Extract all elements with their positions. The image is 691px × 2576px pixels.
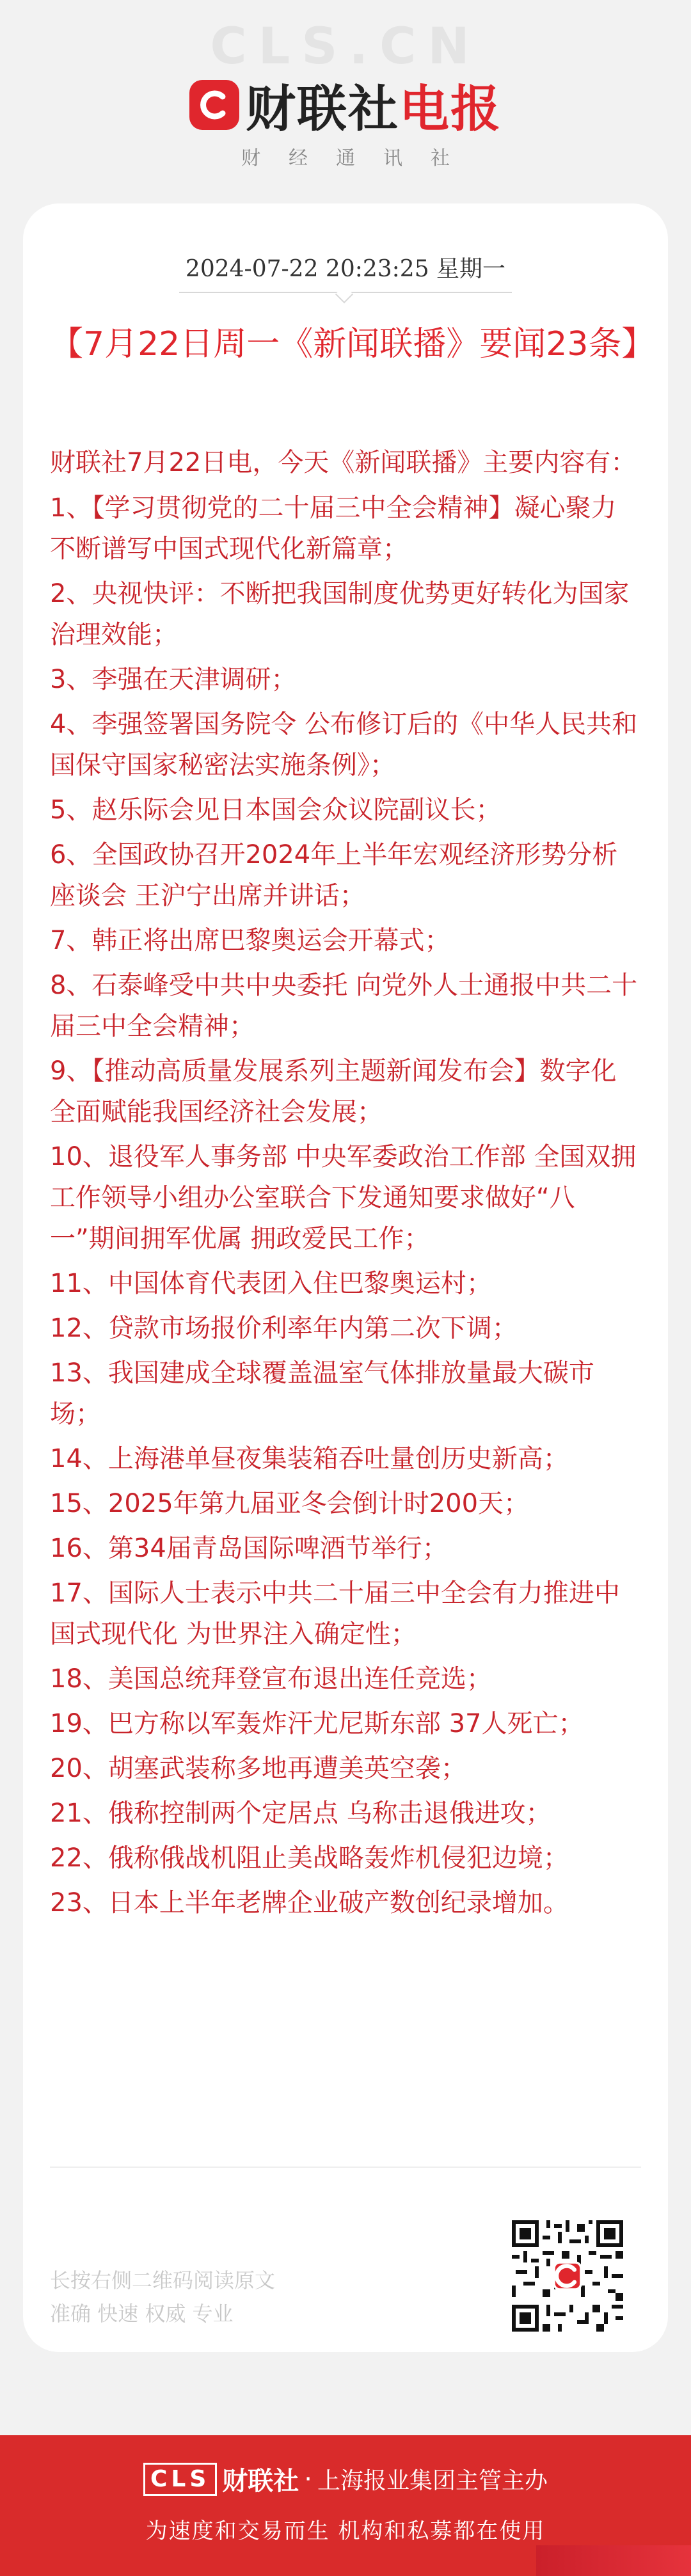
news-item: 22、俄称俄战机阻止美战略轰炸机侵犯边境； xyxy=(50,1843,569,1873)
banner-brand: 财联社 xyxy=(222,2467,299,2496)
qr-hint: 长按右侧二维码阅读原文 xyxy=(50,2268,276,2293)
brand-name xyxy=(246,69,502,141)
news-item: 20、胡塞武装称多地再遭美英空袭； xyxy=(50,1754,466,1783)
news-item: 5、赵乐际会见日本国会众议院副议长； xyxy=(50,795,502,825)
news-item: 4、李强签署国务院令 公布修订后的《中华人民共和国保守国家秘密法实施条例》； xyxy=(50,710,638,780)
footer-text xyxy=(50,2264,275,2330)
qr-code-icon[interactable] xyxy=(512,2220,623,2332)
banner-org: 上海报业集团主管主办 xyxy=(317,2468,548,2494)
corner-watermark xyxy=(536,2545,691,2576)
news-item: 6、全国政协召开2024年上半年宏观经济形势分析座谈会 王沪宁出席并讲话； xyxy=(50,840,618,910)
logo-badge-icon xyxy=(189,80,239,130)
news-item: 15、2025年第九届亚冬会倒计时200天； xyxy=(50,1489,530,1518)
news-item: 9、【推动高质量发展系列主题新闻发布会】数字化全面赋能我国经济社会发展； xyxy=(50,1056,617,1127)
news-item: 13、我国建成全球覆盖温室气体排放量最大碳市场； xyxy=(50,1358,594,1429)
watermark-text: CLS.CN xyxy=(210,18,481,76)
banner-dot: · xyxy=(304,2464,312,2494)
news-item: 18、美国总统拜登宣布退出连任竞选； xyxy=(50,1664,492,1694)
article-headline: 【7月22日周一《新闻联播》要闻23条】 xyxy=(50,325,655,363)
news-item: 10、退役军人事务部 中央军委政治工作部 全国双拥工作领导小组办公室联合下发通知要求做好“八一”期间拥军优属 拥政爱民工作； xyxy=(50,1142,637,1253)
footer-divider xyxy=(50,2167,641,2168)
brand-main: 财联社 xyxy=(245,81,399,138)
news-item: 23、日本上半年老牌企业破产数创纪录增加。 xyxy=(50,1888,569,1918)
cls-logo: CLS xyxy=(143,2463,217,2496)
brand-accent: 电报 xyxy=(399,81,502,138)
news-item: 14、上海港单昼夜集装箱吞吐量创历史新高； xyxy=(50,1444,569,1474)
news-item: 16、第34届青岛国际啤酒节举行； xyxy=(50,1534,448,1563)
news-item: 3、李强在天津调研； xyxy=(50,665,297,694)
article-body xyxy=(50,443,639,1927)
banner-brand-row xyxy=(0,2461,691,2497)
banner-tagline: 为速度和交易而生 机构和私募都在使用 xyxy=(145,2518,546,2544)
news-item: 12、贷款市场报价利率年内第二次下调； xyxy=(50,1314,518,1343)
article-intro: 财联社7月22日电，今天《新闻联播》主要内容有： xyxy=(50,448,637,477)
news-item: 7、韩正将出席巴黎奥运会开幕式； xyxy=(50,926,450,955)
news-item: 21、俄称控制两个定居点 乌称击退俄进攻； xyxy=(50,1799,552,1828)
news-item: 8、石泰峰受中共中央委托 向党外人士通报中共二十届三中全会精神； xyxy=(50,971,638,1041)
brand-subtitle: 财经通讯社 xyxy=(241,147,478,170)
news-item: 1、【学习贯彻党的二十届三中全会精神】凝心聚力 不断谱写中国式现代化新篇章； xyxy=(50,493,617,564)
news-item: 19、巴方称以军轰炸汗尤尼斯东部 37人死亡； xyxy=(50,1709,584,1738)
slogan: 准确 快速 权威 专业 xyxy=(50,2302,234,2326)
news-item: 17、国际人士表示中共二十届三中全会有力推进中国式现代化 为世界注入确定性； xyxy=(50,1578,620,1649)
news-item: 2、央视快评：不断把我国制度优势更好转化为国家治理效能； xyxy=(50,579,630,649)
c-logo-icon xyxy=(197,88,232,122)
news-item: 11、中国体育代表团入住巴黎奥运村； xyxy=(50,1269,492,1298)
article-datetime: 2024-07-22 20:23:25 星期一 xyxy=(185,256,506,282)
brand-logo xyxy=(0,69,691,141)
